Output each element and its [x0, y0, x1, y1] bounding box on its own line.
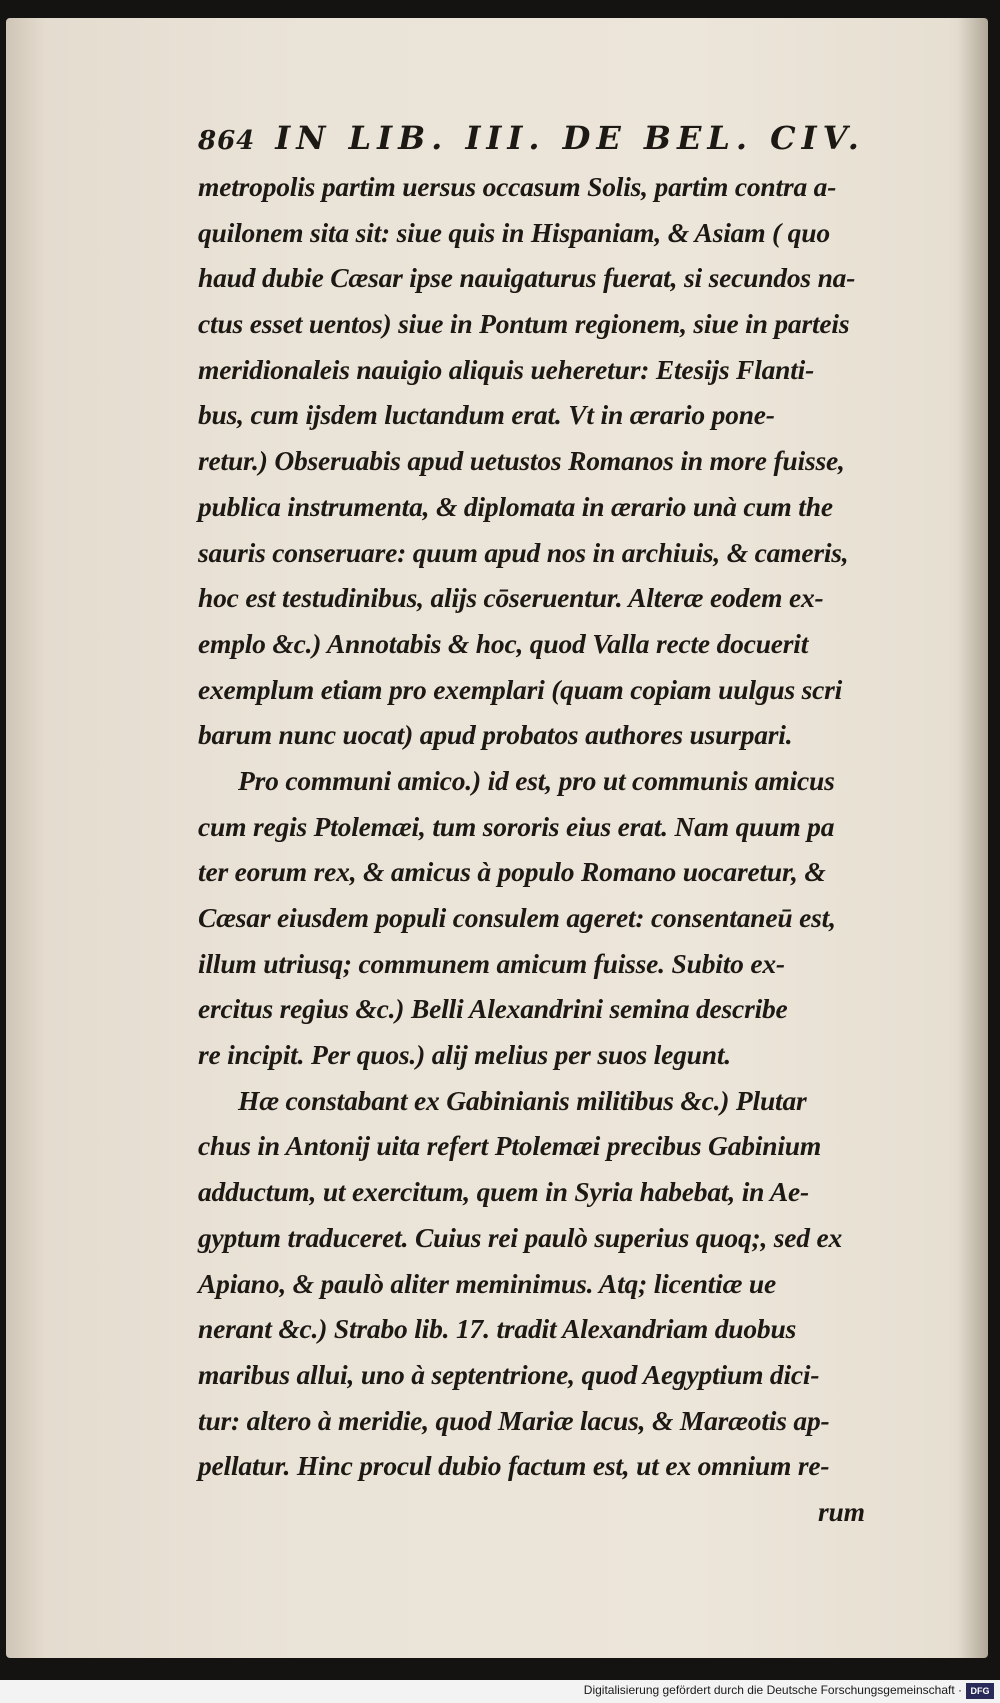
page-number: 864 — [198, 126, 256, 156]
text-line: ter eorum rex, & amicus à populo Romano uocaretur, & — [198, 856, 826, 888]
text-line: publica instrumenta, & diplomata in ærario unà cum the — [198, 490, 833, 522]
text-line: quilonem sita sit: siue quis in Hispaniam, & Asiam ( quo — [198, 216, 830, 248]
text-line: bus, cum ijsdem luctandum erat. Vt in ærario pone- — [198, 399, 775, 431]
text-line: illum utriusq; communem amicum fuisse. Subito ex- — [198, 947, 785, 979]
text-line: pellatur. Hinc procul dubio factum est, ut ex omnium re- — [198, 1450, 830, 1482]
text-line: barum nunc uocat) apud probatos authores usurpari. — [198, 719, 793, 751]
running-head-title: IN LIB. III. DE BEL. CIV. — [275, 119, 865, 157]
text-line: re incipit. Per quos.) alij melius per suos legunt. — [198, 1039, 731, 1071]
text-line: maribus allui, uno à septentrione, quod Aegyptium dici- — [198, 1358, 820, 1390]
text-line: exemplum etiam pro exemplari (quam copiam uulgus scri — [198, 673, 843, 705]
page-gutter-shadow — [958, 18, 988, 1658]
text-block — [198, 112, 908, 1535]
text-line: hoc est testudinibus, alijs cōseruentur. Alteræ eodem ex- — [198, 582, 824, 614]
text-line: tur: altero à meridie, quod Mariæ lacus, & Maræotis ap- — [198, 1404, 830, 1436]
text-line: Cæsar eiusdem populi consulem ageret: consentaneū est, — [198, 902, 836, 933]
text-line: cum regis Ptolemæi, tum sororis eius erat. Nam quum pa — [198, 810, 835, 842]
text-line: sauris conseruare: quum apud nos in archiuis, & cameris, — [198, 536, 849, 568]
text-line: Hæ constabant ex Gabinianis militibus &c.) Plutar — [238, 1084, 807, 1116]
text-line: ercitus regius &c.) Belli Alexandrini semina describe — [198, 993, 788, 1025]
digitization-credit: Digitalisierung gefördert durch die Deutsche Forschungsgemeinschaft · — [583, 1683, 962, 1697]
text-line: chus in Antonij uita refert Ptolemæi precibus Gabinium — [198, 1130, 822, 1162]
dfg-logo: DFG — [966, 1683, 994, 1699]
text-line: meridionaleis nauigio aliquis ueheretur: Etesijs Flanti- — [198, 353, 815, 385]
text-line: gyptum traduceret. Cuius rei paulò superius quoq;, sed ex — [198, 1221, 843, 1253]
text-line: ctus esset uentos) siue in Pontum regionem, siue in parteis — [198, 308, 850, 340]
text-line: Pro communi amico.) id est, pro ut communis amicus — [238, 764, 835, 796]
running-head — [198, 112, 908, 164]
text-line: metropolis partim uersus occasum Solis, partim contra a- — [198, 171, 837, 202]
text-line: emplo &c.) Annotabis & hoc, quod Valla recte docuerit — [198, 627, 809, 659]
text-line: haud dubie Cæsar ipse nauigaturus fuerat, si secundos na- — [198, 262, 856, 294]
catchword: rum — [818, 1495, 865, 1527]
text-line: adductum, ut exercitum, quem in Syria habebat, in Ae- — [198, 1176, 809, 1208]
text-line: Apiano, & paulò aliter meminimus. Atq; licentiæ ue — [198, 1267, 777, 1299]
text-line: nerant &c.) Strabo lib. 17. tradit Alexandriam duobus — [198, 1313, 797, 1345]
text-line: retur.) Obseruabis apud uetustos Romanos in more fuisse, — [198, 445, 845, 477]
